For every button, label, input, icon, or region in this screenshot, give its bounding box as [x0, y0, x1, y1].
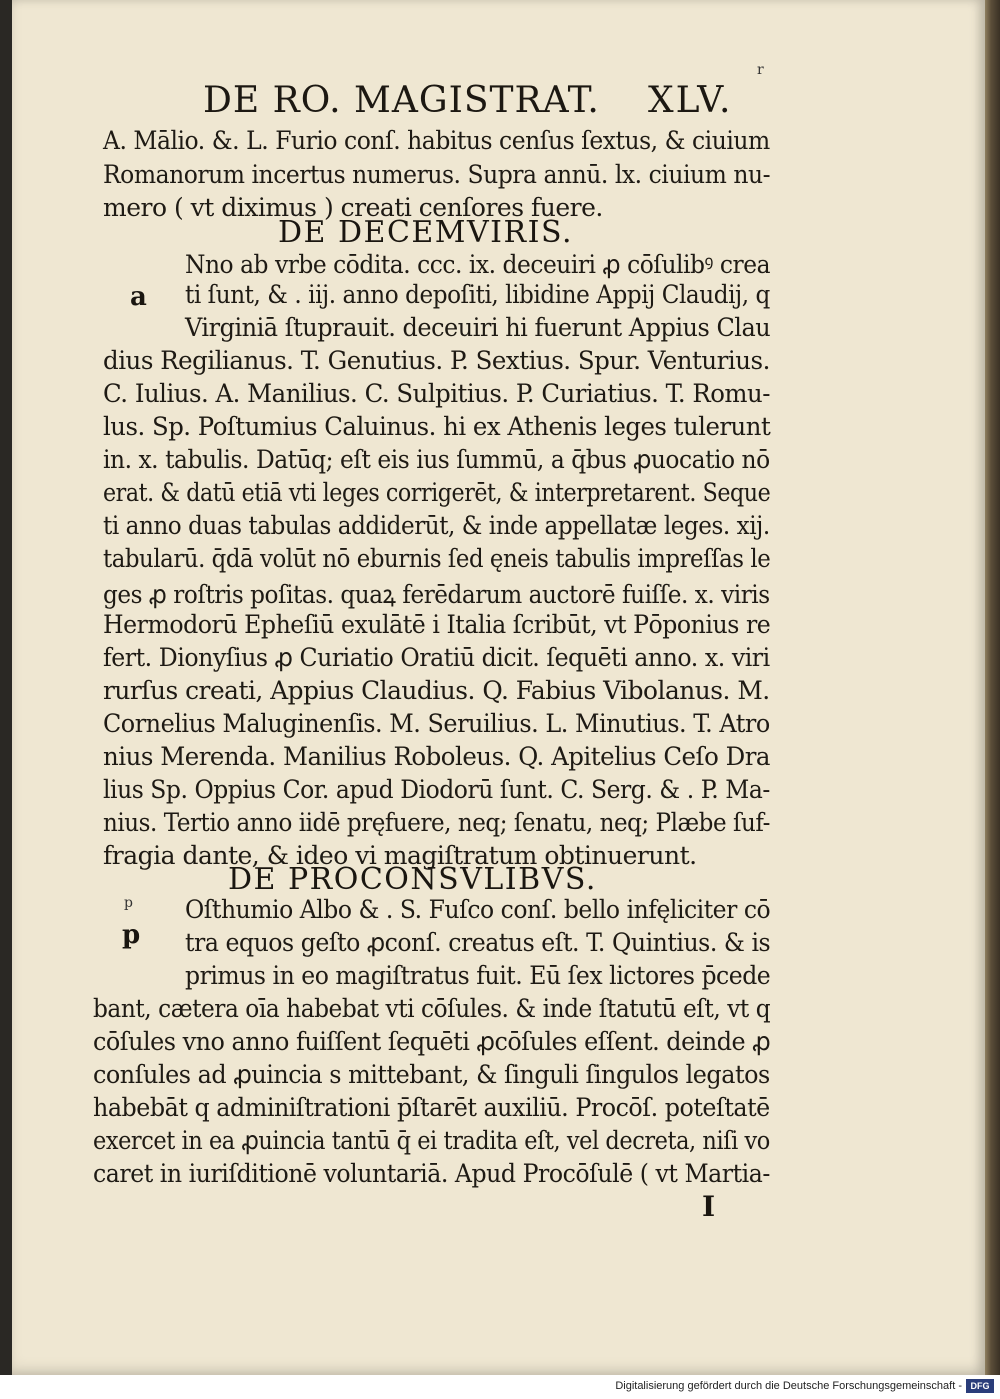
text-line: tra equos geſto ꝓconſ. creatus eſt. T. Quintius. & is [185, 928, 771, 957]
text-line: bant, cætera oīa habebat vti cōſules. & inde ſtatutū eſt, vt q [93, 994, 771, 1023]
text-line: cōſules vno anno fuiſſent ſequēti ꝓcōſules eſſent. deinde ꝓ [93, 1027, 771, 1056]
text-line: nius Merenda. Manilius Roboleus. Q. Apitelius Ceſo Dra [103, 742, 771, 771]
text-line: C. Iulius. A. Manilius. C. Sulpitius. P. Curiatius. T. Romu- [103, 379, 771, 408]
text-line: A. Mālio. &. L. Furio conſ. habitus cenſus ſextus, & ciuium [103, 126, 770, 155]
text-line: Oſthumio Albo & . S. Fuſco conſ. bello infęliciter cō [185, 895, 771, 924]
guide-letter: p [124, 895, 133, 911]
running-title: DE RO. MAGISTRAT. [203, 80, 600, 121]
text-line: nius. Tertio anno iidē pręfuere, neq; ſenatu, neq; Plæbe ſuf- [103, 808, 770, 837]
drop-initial-guide: a [130, 282, 147, 312]
text-line: ges ꝓ roſtris poſitas. quaꝝ ferēdarum auctorē fuiſſe. x. viris [103, 580, 770, 609]
text-line: fert. Dionyſius ꝓ Curiatio Oratiū dicit. ſequēti anno. x. viri [103, 643, 770, 672]
text-line: tabularū. q̄dā volūt nō eburnis ſed ęneis tabulis impreſſas le [103, 544, 771, 573]
section-heading: DE DECEMVIRIS. [278, 215, 573, 250]
text-line: ti anno duas tabulas addiderūt, & inde appellatæ leges. xij. [103, 511, 770, 540]
text-line: lus. Sp. Poſtumius Caluinus. hi ex Athenis leges tulerunt [103, 412, 771, 441]
text-line: habebāt q adminiſtrationi p̄ſtarēt auxiliū. Procōſ. poteſtatē [93, 1093, 770, 1122]
page-edge [985, 0, 1000, 1375]
digitization-credit: Digitalisierung gefördert durch die Deutsche Forschungsgemeinschaft - [615, 1380, 962, 1392]
text-line: ti ſunt, & . iij. anno depoſiti, libidine Appij Claudij, q [185, 280, 770, 309]
text-line: fragia dante, & ideo vi magiſtratum obtinuerunt. [103, 841, 697, 870]
text-line: dius Regilianus. T. Genutius. P. Sextius. Spur. Venturius. [103, 346, 770, 375]
text-line: Hermodorū Epheſiū exulātē i Italia ſcribūt, vt Pōponius re [103, 610, 771, 639]
text-line: mero ( vt diximus ) creati cenſores fuere. [103, 193, 603, 222]
text-line: in. x. tabulis. Datūq; eſt eis ius ſummū, a q̄bus ꝓuocatio nō [103, 445, 770, 474]
text-line: caret in iuriſditionē voluntariā. Apud Procōſulē ( vt Martia- [93, 1159, 770, 1188]
text-line: Romanorum incertus numerus. Supra annū. lx. ciuium nu- [103, 160, 771, 189]
text-line: Virginiā ſtuprauit. deceuiri hi fuerunt Appius Clau [185, 313, 771, 342]
text-line: exercet in ea ꝓuincia tantū q̄ ei tradita eſt, vel decreta, niſi vo [93, 1126, 770, 1155]
drop-initial-guide: p [122, 920, 141, 950]
folio-number: XLV. [648, 80, 733, 121]
section-heading: DE PROCONSVLIBVS. [228, 862, 597, 897]
text-line: Cornelius Maluginenſis. M. Seruilius. L. Minutius. T. Atro [103, 709, 770, 738]
text-line: primus in eo magiſtratus fuit. Eū ſex lictores p̄cede [185, 961, 771, 990]
signature-mark: I [702, 1190, 716, 1223]
text-line: erat. & datū etiā vti leges corrigerēt, & interpretarent. Seque [103, 478, 771, 507]
dfg-logo: DFG [966, 1379, 994, 1393]
corner-mark: r [757, 62, 764, 78]
text-line: rurſus creati, Appius Claudius. Q. Fabius Vibolanus. M. [103, 676, 770, 705]
text-line: Nno ab vrbe cōdita. ccc. ix. deceuiri ꝓ cōſulibꝰ crea [185, 250, 771, 279]
text-line: conſules ad ꝓuincia s mittebant, & ſinguli ſingulos legatos [93, 1060, 770, 1089]
text-line: lius Sp. Oppius Cor. apud Diodorū ſunt. C. Serg. & . P. Ma- [103, 775, 770, 804]
